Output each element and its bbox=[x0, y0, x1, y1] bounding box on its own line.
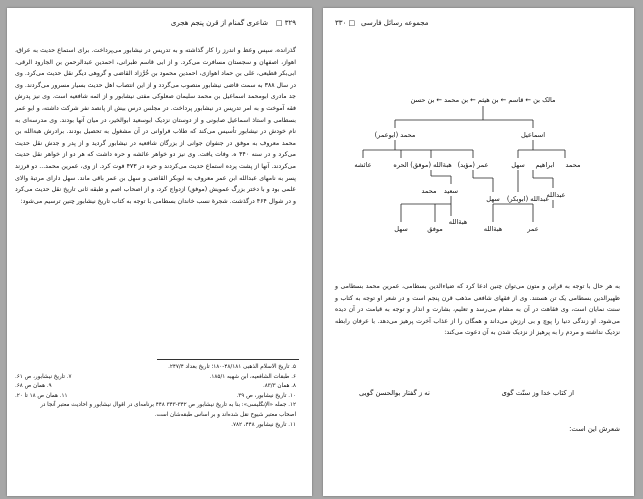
tree-node-hebat-movaffagh: هبةالله (موفق) bbox=[410, 161, 452, 169]
tree-node-abdallah: عبدالله bbox=[546, 191, 566, 199]
tree-node-sahl: سهل bbox=[486, 195, 500, 203]
right-body-text: به هر حال با توجه به قراین و متون می‌توان چنین ادعا کرد که ضیاءالدین بسطامی، عمرین محمد بسطامی و ظهیرالدین بسطامی یک تن هستند. وی از فقهای شافعی مذهب قرن پنجم است و در شعر او توجه به کتاب و سنت نمایان است، وی فقاهت در آن به مشام می‌رسد و تعلیم، بشارت و انذار و توجه به قیامت در آن دیده می‌شود. او زندگی دنیا را پوچ و بی ارزش می‌داند و همگان را از عذاب آخرت پرهیز می‌دهد. با عرفان رابطه نزدیک نداشته و مردم را به پرهیز از نزدیک شدن به آن دعوت می‌کند: bbox=[335, 283, 620, 337]
tree-node-sahl: سهل bbox=[394, 225, 408, 233]
left-page-header bbox=[276, 19, 296, 27]
footnote-row: ۱۰. تاریخ نیشابور، ص ۳۹. ۱۱. همان ص ۱۸ تا ۲۰. bbox=[15, 392, 296, 399]
poem-hemistich-left: نه ز گفتار بوالحسن گویی bbox=[359, 389, 430, 397]
tree-node-ebrahim: ابراهیم bbox=[535, 161, 555, 169]
poem-hemistich-right: از کتاب خدا وز سنّت گوی bbox=[501, 389, 574, 397]
footnote-row: ۵. تاریخ الاسلام الذهبی ۴۸/۱۸۱-۱۸۰؛ تاریخ بغداد ۲۴۷/۴. bbox=[168, 364, 296, 370]
footnote-row: ۱۱. تاریخ نیشابور ۴۴۸، ۷۸۲. bbox=[231, 421, 296, 428]
right-page bbox=[323, 8, 634, 496]
tree-node-hebat: هبةالله bbox=[483, 225, 503, 233]
left-page bbox=[7, 8, 312, 496]
footnote-row: ۸. همان ۸۳/۳. ۹. همان ص ۶۸. bbox=[15, 383, 296, 390]
left-body-text: گذرانده، سپس وعظ و اندرز را کار گذاشته و به تدریس در نیشابور می‌پرداخت. برای استماع حدیث به عراق، اهواز، اصفهان و سجستان مسافرت می‌کرد. و از ابی قاسم طبرانی، احمدین عبدالرحمن بن الجارود الرقی، ابی‌بکر قطیعی، علی بن حماد اهوازی، احمدین محمود بن خُرَّزاد القاضی و گروهی دیگر نقل حدیث می‌کرد. وی در سال ۳۸۸ به سمت قاضی نیشابور منصوب می‌گردد و از این انتصاب اهل حدیث بسیار مسرور می‌گردند. وی جد مادری ابومحمد اسماعیل بن محمد سلیمان صعلوکی مفتی نیشابور و از ائمه شافعیه است. وی نیز پدرش فقه آموخت و به امر تدریس در نیشابور پرداخت. در مجلس درس بیش از پانصد نفر شرکت داشته، و ابو عمر بسطامی و استاذ اسماعیل صابونی و از دوستان نزدیک ابوسعید ابوالخیر، در میان آنها بودند. وی مدرسه‌ای به نام خودش در نیشابور تأسیس می‌کند که طلاب فراوانی در آن مشغول به تحصیل بودند. برادرش هبةالله بن محمد معروف به موفق در جنفوان جوانی از بزرگان شافعیه در نیشابور گردید و از پدر و جدش نقل حدیث می‌کرد و در سنه ۴۴۰ ه. وفات یافت. وی نیز دو خواهر عائشه و حره داشت که هر دو از خواهر نقل حدیث می‌کردند. آنها از پشت پرده استماع حدیث می‌کردند و حره در ۴۷۳ فوت کرد. از وی، عمرین محمد... دو فرزند پسر به نامهای عبدالله ابن عمر معروف به ابوبکر القاضی و سهل بن عمر باقی ماند. سهل دارای مرتبهٔ والای علمی بود و با دختر بزرگ عمویش (موفق) ازدواج کرد، و از اصحاب اصم و طبقه ثانی تاریخ نقل حدیث می‌کرد و در شوال ۴۶۴ درگذشت. شجرهٔ نسب خاندان بسطامی با توجه به کتاب تاریخ نیشابور چنین ترسیم می‌شود: bbox=[15, 47, 296, 205]
footnote-row: اصحاب معتبر شیوخ نقل شده‌اند و بر اساس طبقه‌شان است. bbox=[154, 411, 296, 418]
tree-node-mohammad: محمد bbox=[421, 187, 437, 195]
footnote-row: ۱۲. جمله «الإنگلیسی»: بنا به تاریخ نیشابور ص ۳۴۲-۳۴۳ ۴۴۸ برنامه‌ای در اقوال نیشابور و احادیث معتبر آنجا در bbox=[40, 402, 296, 409]
footnote-rule bbox=[157, 359, 299, 360]
poem-intro-line: شعرش این است: bbox=[569, 425, 620, 433]
tree-node-sahl: سهل bbox=[511, 161, 525, 169]
tree-node-hebat: هبةالله bbox=[448, 218, 468, 226]
tree-node-saeed: سعید bbox=[443, 187, 459, 195]
tree-node-movaffagh: موفق bbox=[427, 225, 443, 233]
left-page-running-title: شاعری گمنام از قرن پنجم هجری bbox=[170, 19, 268, 27]
footnotes bbox=[15, 363, 296, 430]
right-page-running-title: مجموعه رسائل فارسی bbox=[361, 19, 429, 27]
tree-node-esmail: اسماعیل bbox=[520, 131, 546, 139]
tree-node-aesha: عائشه bbox=[354, 161, 372, 169]
tree-node-mohammad: محمد bbox=[565, 161, 581, 169]
family-tree-diagram bbox=[323, 8, 634, 268]
tree-node-omar-moayyad: عمر (مؤید) bbox=[457, 161, 489, 169]
tree-node-abdallah-abubakr: عبدالله (ابوبکر) bbox=[506, 195, 550, 203]
tree-node-horra: الحره bbox=[393, 161, 409, 169]
left-page-number: □ ۳۲۹ bbox=[275, 19, 296, 27]
tree-node-omar: عمر bbox=[527, 225, 539, 233]
tree-node-root: مالک بن ← قاسم ← بن هیثم ← بن محمد ← بن حسن bbox=[410, 96, 556, 104]
tree-node-mohammad-abuamr: محمد (ابوعمر) bbox=[374, 131, 416, 139]
right-page-number: ۳۳۰ □ bbox=[335, 19, 356, 27]
footnote-row: ۶. طبقات الشافعیه، ابن شهبه ۱۸۵/۱. ۷. تاریخ نیشابور، ص ۶۱. bbox=[15, 373, 296, 380]
